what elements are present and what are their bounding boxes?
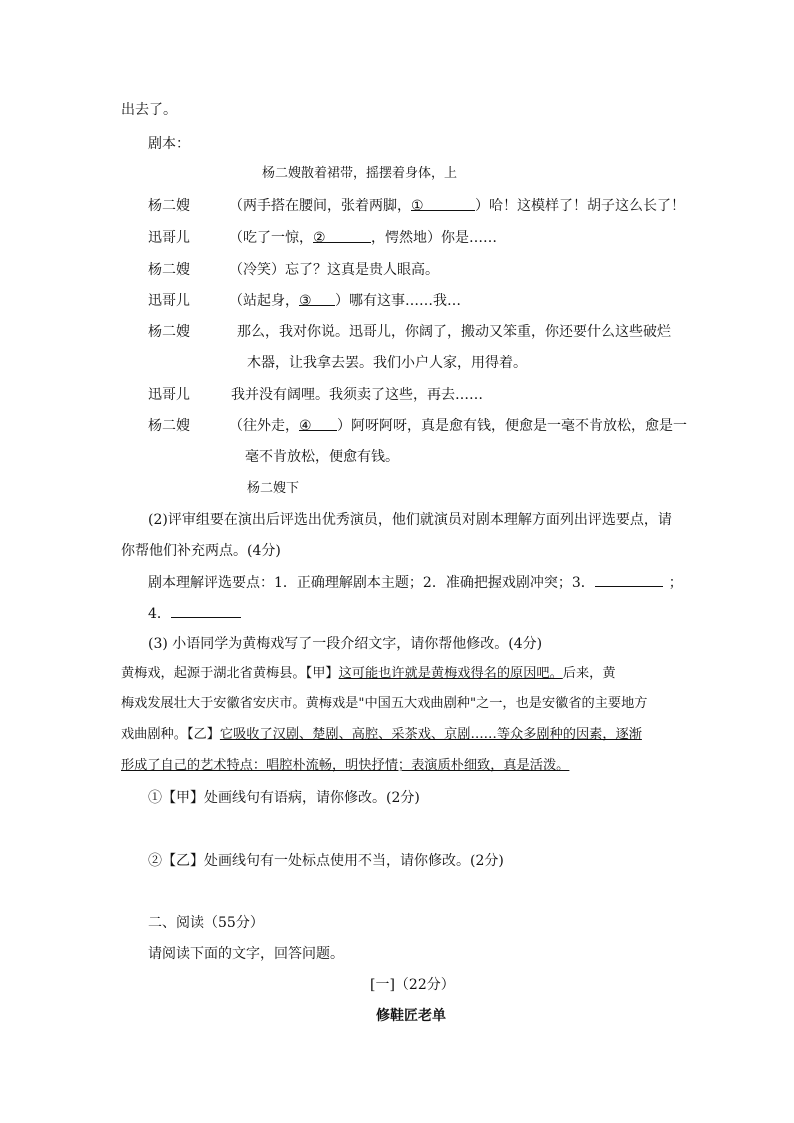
dialogue-text: （吃了一惊， [229, 230, 313, 246]
answer-blank-3[interactable] [595, 572, 663, 587]
speaker-name: 杨二嫂 [148, 198, 190, 214]
section-instruction: 请阅读下面的文字，回答问题。 [148, 946, 344, 962]
evaluation-point-4 [148, 603, 241, 624]
fill-blank-2 [313, 228, 371, 246]
dialogue-text: ，愕然地）你是…… [371, 230, 497, 246]
dialogue-text: ）哪有这事……我… [335, 293, 461, 309]
dialogue-text: ）哈！这模样了！胡子这么长了！ [475, 198, 685, 214]
passage-text: 戏曲剧种。 [121, 727, 187, 742]
dialogue-line-continued: 毫不肯放松，便愈有钱。 [245, 449, 399, 465]
dialogue-line: 那么，我对你说。迅哥儿，你阔了，搬动又笨重，你还要什么这些破烂 [237, 324, 671, 340]
article-title: 修鞋匠老单 [376, 1008, 446, 1024]
dialogue-text: （站起身， [229, 293, 299, 309]
marker-jia: 【甲】 [305, 666, 339, 681]
sub-question-2: ②【乙】处画线句有一处标点使用不当，请你修改。(2分) [148, 853, 504, 869]
dialogue-line-continued: 木器，让我拿去罢。我们小户人家，用得着。 [247, 355, 527, 371]
stage-direction-exit: 杨二嫂下 [247, 481, 300, 496]
blank-mark: ③ [299, 293, 312, 309]
passage-line-4: 形成了自己的艺术特点：唱腔朴流畅，明快抒情；表演质朴细致，真是活泼。 [121, 758, 570, 773]
dialogue-line: 我并没有阔哩。我须卖了这些，再去…… [231, 387, 483, 403]
blank-mark: ② [313, 230, 326, 246]
speaker-name: 杨二嫂 [148, 324, 190, 340]
answer-blank-4[interactable] [171, 603, 241, 618]
passage-text: 后来，黄 [562, 666, 616, 681]
blank-mark: ① [411, 198, 424, 214]
fill-blank-1 [411, 196, 475, 214]
script-label: 剧本： [148, 136, 190, 152]
stage-direction-enter: 杨二嫂散着裙带，摇摆着身体，上 [262, 166, 458, 181]
question-3: (3) 小语同学为黄梅戏写了一段介绍文字，请你帮他修改。(4分) [148, 636, 543, 652]
dialogue-text: （两手搭在腰间，张着两脚， [229, 198, 411, 214]
passage-text: 黄梅戏，起源于湖北省黄梅县。 [121, 666, 306, 681]
dialogue-line [229, 416, 687, 436]
fill-blank-4 [299, 416, 337, 434]
marker-yi: 【乙】 [186, 727, 220, 742]
question-2-cont: 你帮他们补充两点。(4分) [121, 543, 281, 559]
point-4-label: 4． [148, 606, 171, 622]
dialogue-text: ）阿呀阿呀，真是愈有钱，便愈是一毫不肯放松，愈是一 [337, 418, 687, 434]
fill-blank-3 [299, 291, 335, 309]
passage-line-3 [121, 725, 642, 745]
underlined-sentence-yi: 它吸收了汉剧、楚剧、高腔、采茶戏、京剧……等众多剧种的因素，逐渐 [219, 727, 642, 742]
dialogue-line [229, 196, 685, 216]
passage-line-2: 梅戏发展壮大于安徽省安庆市。黄梅戏是"中国五大戏曲剧种"之一，也是安徽省的主要地方 [121, 696, 648, 711]
blank-mark: ④ [299, 418, 312, 434]
speaker-name: 迅哥儿 [148, 293, 190, 309]
part-heading: [一]（22分） [370, 977, 455, 993]
dialogue-line [229, 228, 497, 248]
speaker-name: 杨二嫂 [148, 418, 190, 434]
dialogue-line: （冷笑）忘了？这真是贵人眼高。 [229, 262, 439, 278]
dialogue-line [229, 291, 461, 311]
evaluation-points [148, 572, 683, 593]
sub-question-1: ①【甲】处画线句有语病，请你修改。(2分) [148, 790, 420, 806]
top-line: 出去了。 [121, 102, 177, 118]
speaker-name: 迅哥儿 [148, 387, 190, 403]
points-text: 剧本理解评选要点：1．正确理解剧本主题；2．准确把握戏剧冲突；3． [148, 575, 595, 591]
passage-line-1 [121, 664, 616, 684]
speaker-name: 杨二嫂 [148, 262, 190, 278]
semicolon: ； [668, 575, 683, 591]
question-2: (2)评审组要在演出后评选出优秀演员，他们就演员对剧本理解方面列出评选要点，请 [148, 512, 672, 528]
speaker-name: 迅哥儿 [148, 230, 190, 246]
dialogue-text: （往外走， [229, 418, 299, 434]
section-title: 二、阅读（55分） [148, 915, 264, 931]
underlined-sentence-jia: 这可能也许就是黄梅戏得名的原因吧。 [338, 666, 563, 681]
